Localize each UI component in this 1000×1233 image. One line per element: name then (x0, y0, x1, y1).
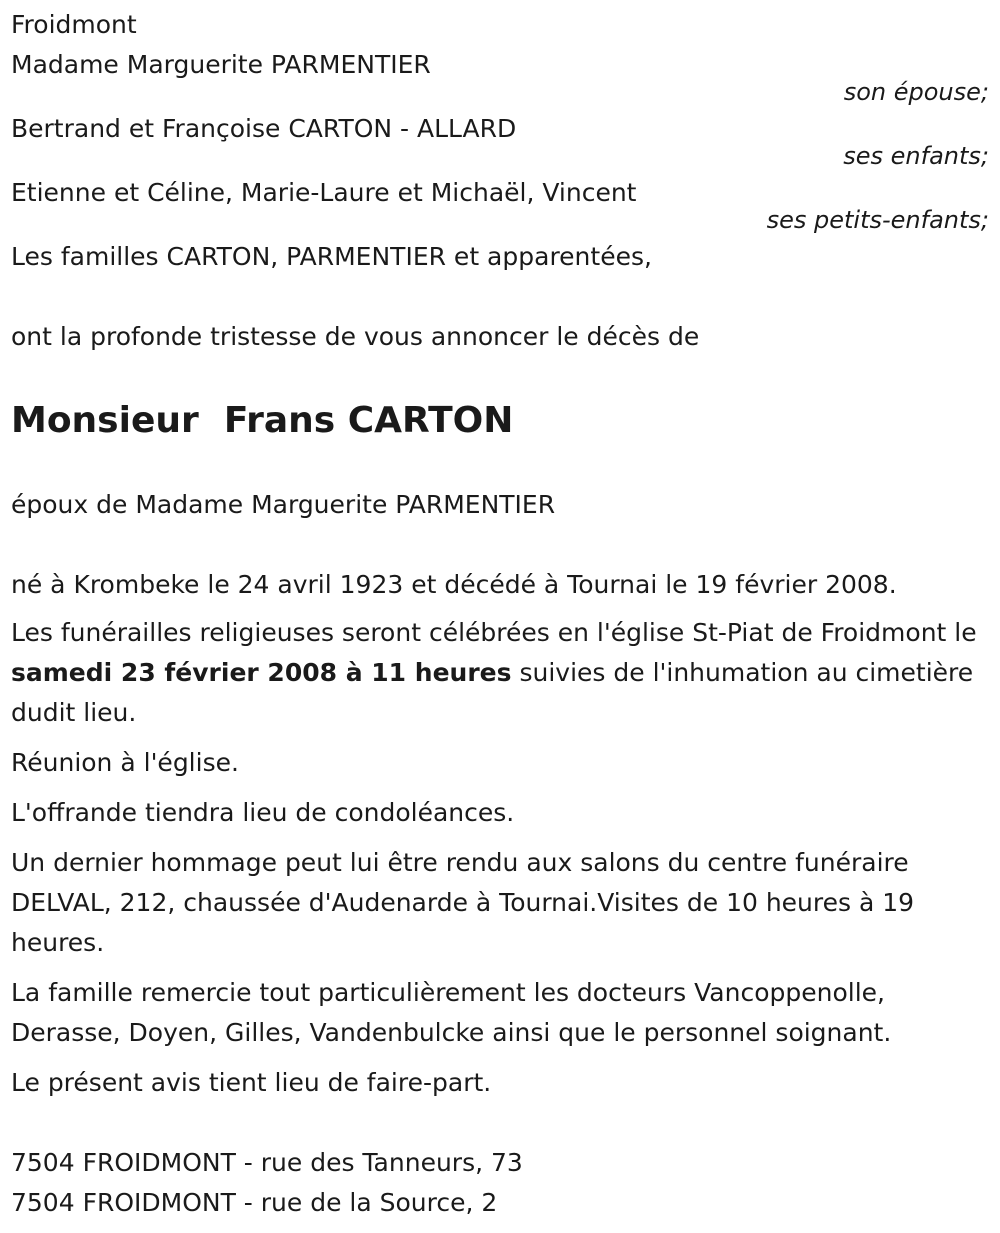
children-names: Bertrand et Françoise CARTON - ALLARD (11, 114, 517, 143)
spouse-relation: époux de Madame Marguerite PARMENTIER (11, 490, 556, 519)
grandchildren-role: ses petits-enfants; (766, 206, 989, 234)
address-line: 7504 FROIDMONT - rue de la Source, 2 (11, 1188, 498, 1217)
spouse-name: Madame Marguerite PARMENTIER (11, 50, 431, 79)
notice-note: Le présent avis tient lieu de faire-part. (11, 1068, 492, 1097)
funeral-intro: Les funérailles religieuses seront célébrées en l'église St-Piat de Froidmont le (11, 618, 977, 647)
meeting-note: Réunion à l'église. (11, 748, 239, 777)
funeral-date-time: samedi 23 février 2008 à 11 heures (11, 658, 512, 687)
birth-death-line: né à Krombeke le 24 avril 1923 et décédé à Tournai le 19 février 2008. (11, 570, 897, 599)
funeral-paragraph (11, 613, 991, 733)
spouse-role: son épouse; (843, 78, 989, 106)
announcement-text: ont la profonde tristesse de vous annoncer le décès de (11, 322, 700, 351)
offering-note: L'offrande tiendra lieu de condoléances. (11, 798, 515, 827)
families-line: Les familles CARTON, PARMENTIER et apparentées, (11, 242, 652, 271)
grandchildren-names: Etienne et Céline, Marie-Laure et Michaël, Vincent (11, 178, 637, 207)
homage-note: Un dernier hommage peut lui être rendu aux salons du centre funéraire DELVAL, 212, chaussée d'Audenarde à Tournai.Visites de 10 heures à 19 heures. (11, 848, 915, 957)
thanks-note: La famille remercie tout particulièrement les docteurs Vancoppenolle, Derasse, Doyen, Gilles, Vandenbulcke ainsi que le personnel soignant. (11, 978, 892, 1047)
address-line: 7504 FROIDMONT - rue des Tanneurs, 73 (11, 1148, 523, 1177)
children-role: ses enfants; (843, 142, 989, 170)
place-name: Froidmont (11, 10, 137, 39)
funeral-outro: suivies de l'inhumation au cimetière dudit lieu. (11, 658, 974, 727)
deceased-name-heading: Monsieur Frans CARTON (11, 400, 514, 441)
obituary-notice (11, 5, 991, 1223)
